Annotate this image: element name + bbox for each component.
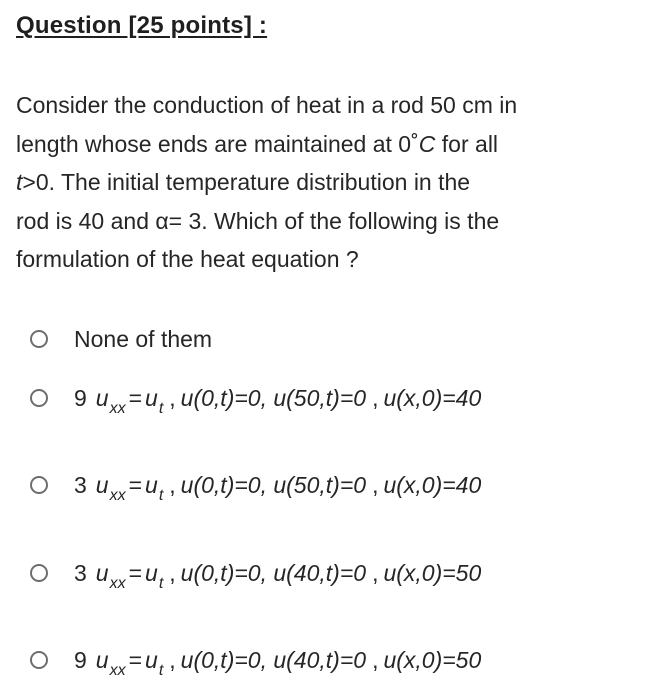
- comma: ,: [372, 384, 379, 411]
- degree-symbol: ˚: [411, 130, 419, 157]
- question-line-2-post: for all: [435, 130, 499, 157]
- equals-sign: =: [128, 646, 143, 673]
- option-equation: [74, 559, 482, 592]
- option-5[interactable]: [30, 640, 481, 680]
- question-line-1: Consider the conduction of heat in a rod 50 cm in: [16, 92, 518, 118]
- question-line-5: formulation of the heat equation ?: [16, 246, 359, 272]
- coefficient: 3: [74, 471, 87, 498]
- option-none-of-them[interactable]: [30, 319, 212, 359]
- boundary-condition-right: u(40,t)=0: [273, 646, 367, 673]
- xx-subscript: xx: [109, 574, 126, 592]
- option-2[interactable]: [30, 378, 481, 418]
- option-equation: [74, 471, 482, 504]
- comma: ,: [169, 471, 176, 498]
- xx-subscript: xx: [109, 399, 126, 417]
- boundary-condition-left: u(0,t)=0,: [180, 384, 267, 411]
- radio-button[interactable]: [30, 330, 48, 348]
- comma: ,: [372, 646, 379, 673]
- radio-button[interactable]: [30, 389, 48, 407]
- u-variable: u: [95, 384, 109, 411]
- option-3[interactable]: [30, 465, 481, 505]
- initial-condition: u(x,0)=40: [383, 471, 482, 498]
- u-variable: u: [145, 559, 158, 586]
- u-variable: u: [95, 646, 109, 673]
- option-equation: [74, 646, 482, 679]
- option-equation: [74, 384, 482, 417]
- boundary-condition-left: u(0,t)=0,: [180, 559, 267, 586]
- question-heading: Question [25 points] :: [16, 12, 268, 39]
- boundary-condition-left: u(0,t)=0,: [180, 471, 267, 498]
- t-subscript: t: [158, 661, 164, 679]
- boundary-condition-right: u(40,t)=0: [273, 559, 367, 586]
- celsius-unit: C: [418, 130, 436, 157]
- option-label: None of them: [74, 325, 213, 352]
- initial-condition: u(x,0)=40: [383, 384, 482, 411]
- comma: ,: [169, 559, 176, 586]
- comma: ,: [169, 646, 176, 673]
- comma: ,: [372, 471, 379, 498]
- equals-sign: =: [128, 384, 143, 411]
- u-variable: u: [95, 559, 109, 586]
- equals-sign: =: [128, 559, 143, 586]
- equals-sign: =: [128, 471, 143, 498]
- t-subscript: t: [158, 486, 164, 504]
- initial-condition: u(x,0)=50: [383, 559, 482, 586]
- xx-subscript: xx: [109, 661, 126, 679]
- boundary-condition-right: u(50,t)=0: [273, 384, 367, 411]
- question-line-2-pre: length whose ends are maintained at 0: [16, 130, 412, 157]
- question-line-4: rod is 40 and α= 3. Which of the following is the: [16, 207, 500, 234]
- time-variable: t: [16, 169, 23, 195]
- t-subscript: t: [158, 399, 164, 417]
- u-variable: u: [145, 471, 158, 498]
- u-variable: u: [95, 471, 109, 498]
- u-variable: u: [145, 384, 158, 411]
- question-line-3-post: >0. The initial temperature distribution in the: [22, 169, 471, 195]
- comma: ,: [169, 384, 176, 411]
- u-variable: u: [145, 646, 158, 673]
- boundary-condition-right: u(50,t)=0: [273, 471, 367, 498]
- radio-button[interactable]: [30, 651, 48, 669]
- boundary-condition-left: u(0,t)=0,: [180, 646, 267, 673]
- option-4[interactable]: [30, 553, 481, 593]
- xx-subscript: xx: [109, 486, 126, 504]
- coefficient: 9: [74, 384, 87, 411]
- coefficient: 3: [74, 559, 87, 586]
- initial-condition: u(x,0)=50: [383, 646, 482, 673]
- t-subscript: t: [158, 574, 164, 592]
- comma: ,: [372, 559, 379, 586]
- radio-button[interactable]: [30, 564, 48, 582]
- radio-button[interactable]: [30, 476, 48, 494]
- coefficient: 9: [74, 646, 87, 673]
